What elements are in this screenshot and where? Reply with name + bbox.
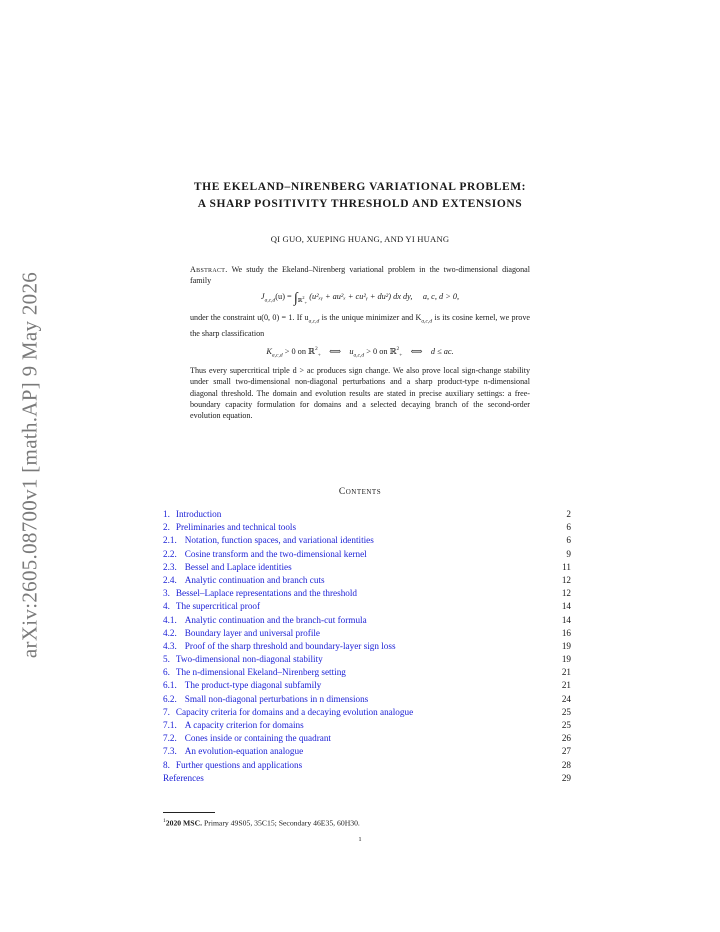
toc-entry-link[interactable] [163,745,303,758]
toc-entry-link[interactable] [163,627,320,640]
toc-entry-number: 7.1. [163,720,177,730]
toc-entry-page: 28 [561,759,571,770]
toc-entry-page: 24 [561,693,571,704]
toc-entry-number: 5. [163,654,170,665]
paper-title [150,179,570,213]
abstract [190,264,530,421]
toc-entry-link[interactable] [163,772,204,785]
toc-entry-number: 4. [163,601,170,612]
toc-entry[interactable] [163,679,571,692]
toc-entry-title: An evolution-equation analogue [184,746,304,757]
footnote: $^1$2020 MSC. Primary 49S05, 35C15; Secondary 46E35, 60H30. [163,818,360,828]
toc-entry-page: 6 [566,522,571,533]
abstract-intro [190,264,530,286]
toc-entry-title: Cosine transform and the two-dimensional kernel [184,548,367,559]
iff-symbol: ⟺ [329,346,342,356]
footnote-label: 2020 MSC. [165,818,203,828]
toc-entry-number: 6.1. [163,680,177,691]
toc-entry-title: The supercritical proof [175,601,261,612]
toc-entry-title: Boundary layer and universal profile [184,627,320,638]
toc-entry-page: 14 [561,614,571,625]
toc-entry-title: Introduction [175,509,222,519]
author-list: QI GUO, XUEPING HUANG, AND YI HUANG [270,234,450,244]
toc-entry-title: Bessel and Laplace identities [184,561,292,572]
toc-entry-page: 12 [561,574,571,585]
toc-entry-page: 9 [566,548,571,559]
toc-entry-page: 21 [561,680,571,691]
toc-entry-page: 29 [561,772,571,783]
toc-entry-page: 27 [561,746,571,757]
arxiv-stamp [4,255,56,675]
toc-entry[interactable] [163,614,571,627]
toc-entry[interactable] [163,548,571,561]
toc-entry-link[interactable] [163,719,304,732]
toc-entry-link[interactable] [163,732,331,745]
toc-entry-number: 4.1. [163,614,177,625]
contents-heading: Contents [338,487,382,497]
toc-entry-number: 7. [163,706,170,717]
toc-entry-title: Notation, function spaces, and variational identities [184,535,374,546]
toc-entry-title: A capacity criterion for domains [184,720,304,730]
toc-entry-title: References [163,772,204,783]
abstract-label: Abstract. [190,265,228,274]
integral-sign: ∫ [293,291,298,307]
toc-entry-number: 4.3. [163,640,177,651]
toc-entry-title: Capacity criteria for domains and a decaying evolution analogue [175,706,414,717]
toc-entry-title: Analytic continuation and the branch-cut formula [184,614,367,625]
toc-entry-number: 2.3. [163,561,177,572]
toc-entry-number: 2.1. [163,535,177,546]
sharp-classification: $K_{a,c,d} > 0$ on ℝ$^2_+$ ⟺ $u_{a,c,d} > 0$ on ℝ$^2_+$ ⟺ d ≤ ac. [266,345,454,359]
toc-entry-page: 25 [561,706,571,717]
toc-entry-page: 26 [561,733,571,744]
toc-entry-page: 2 [566,509,571,519]
energy-functional: $J_{a,c,d}(u) = \int_{ℝ^2_+}$ (u²ₓᵧ + au²ₓ + cu²ᵧ + du²) dx dy, a, c, d > 0, [260,291,460,307]
toc-entry-link[interactable] [163,614,367,627]
toc-entry-title: Two-dimensional non-diagonal stability [175,654,323,665]
toc-entry-link[interactable] [163,534,374,547]
toc-entry-page: 25 [561,720,571,730]
toc-entry-link[interactable] [163,521,296,534]
toc-entry-title: Preliminaries and technical tools [175,522,297,533]
title-line-2: A SHARP POSITIVITY THRESHOLD AND EXTENSIONS [197,198,523,210]
iff-symbol: ⟺ [410,346,423,356]
energy-condition: a, c, d > 0, [422,292,460,302]
toc-entry-link[interactable] [163,574,325,587]
toc-entry-title: Analytic continuation and branch cuts [184,574,325,585]
toc-entry[interactable] [163,719,571,732]
toc-entry-link[interactable] [163,653,323,666]
toc-entry-page: 19 [561,654,571,665]
toc-entry-number: 8. [163,759,170,770]
footnote-text: Primary 49S05, 35C15; Secondary 46E35, 60H30. [202,818,360,828]
toc-entry[interactable] [163,627,571,640]
toc-entry[interactable] [163,653,571,666]
toc-entry-number: 2.2. [163,548,177,559]
toc-entry-title: Bessel–Laplace representations and the threshold [175,588,358,599]
toc-entry-number: 2.4. [163,574,177,585]
arxiv-stamp-text: arXiv:2605.08700v1 [math.AP] 9 May 2026 [17,271,42,659]
toc-entry-link[interactable] [163,706,413,719]
toc-entry[interactable] [163,587,571,600]
toc-entry-title: Proof of the sharp threshold and boundary-layer sign loss [184,640,396,651]
toc-entry-title: The product-type diagonal subfamily [184,680,322,691]
toc-entry-number: 7.2. [163,733,177,744]
page-number: 1 [358,836,362,843]
toc-entry-title: Cones inside or containing the quadrant [184,733,331,744]
toc-entry-link[interactable] [163,508,221,521]
toc-entry-page: 14 [561,601,571,612]
title-line-1: THE EKELAND–NIRENBERG VARIATIONAL PROBLEM: [193,181,527,193]
toc-entry[interactable] [163,574,571,587]
footnote-rule [163,812,215,813]
toc-entry-number: 7.3. [163,746,177,757]
toc-entry[interactable] [163,732,571,745]
toc-entry-link[interactable] [163,587,357,600]
toc-entry-title: The n-dimensional Ekeland–Nirenberg setting [175,667,346,678]
toc-entry-page: 19 [561,640,571,651]
abstract-closing: Thus every supercritical triple d > ac produces sign change. We also prove local sign-change stability under small two-dimensional non-diagonal perturbations and a sharp product-type n-dimensional diagonal threshold. The domain and evolution results are stated in precise auxiliary settings: a free-boundary capacity formulation for domains and a selected decaying branch of the second-order evolution equation. [190,366,530,420]
toc-entry[interactable] [163,508,571,521]
toc-entry-link[interactable] [163,600,260,613]
toc-entry-page: 21 [561,667,571,678]
toc-entry-page: 16 [561,627,571,638]
integrand: (u²ₓᵧ + au²ₓ + cu²ᵧ + du²) dx dy, [309,292,413,302]
toc-entry-number: 6.2. [163,693,177,704]
table-of-contents [163,508,571,785]
toc-entry[interactable] [163,745,571,758]
toc-entry-number: 4.2. [163,627,177,638]
toc-entry-link[interactable] [163,561,292,574]
toc-entry[interactable] [163,640,571,653]
toc-entry[interactable] [163,693,571,706]
toc-entry[interactable] [163,772,571,785]
toc-entry[interactable] [163,534,571,547]
toc-entry-number: 3. [163,588,170,599]
toc-entry[interactable] [163,706,571,719]
toc-entry[interactable] [163,666,571,679]
toc-entry-title: Further questions and applications [175,759,303,770]
abstract-intro-text: We study the Ekeland–Nirenberg variational problem in the two-dimensional diagonal family [190,265,530,286]
toc-entry-number: 6. [163,667,170,678]
integral-domain: ℝ2+ [297,295,308,305]
constraint-sentence: under the constraint u(0, 0) = 1. If $u_{a,c,d}$ is the unique minimizer and $K_{a,c,d}$ is its cosine kernel, we prove the sharp classification [190,313,530,338]
toc-entry[interactable] [163,561,571,574]
toc-entry-link[interactable] [163,759,302,772]
toc-entry-link[interactable] [163,640,396,653]
toc-entry-link[interactable] [163,548,367,561]
toc-entry[interactable] [163,759,571,772]
toc-entry-link[interactable] [163,693,368,706]
toc-entry-page: 6 [566,535,571,546]
toc-entry[interactable] [163,600,571,613]
toc-entry-link[interactable] [163,666,346,679]
toc-entry-number: 1. [163,509,170,519]
toc-entry-link[interactable] [163,679,321,692]
toc-entry[interactable] [163,521,571,534]
toc-entry-title: Small non-diagonal perturbations in n dimensions [184,693,369,704]
toc-entry-page: 12 [561,588,571,599]
toc-entry-page: 11 [562,561,571,572]
toc-entry-number: 2. [163,522,170,533]
